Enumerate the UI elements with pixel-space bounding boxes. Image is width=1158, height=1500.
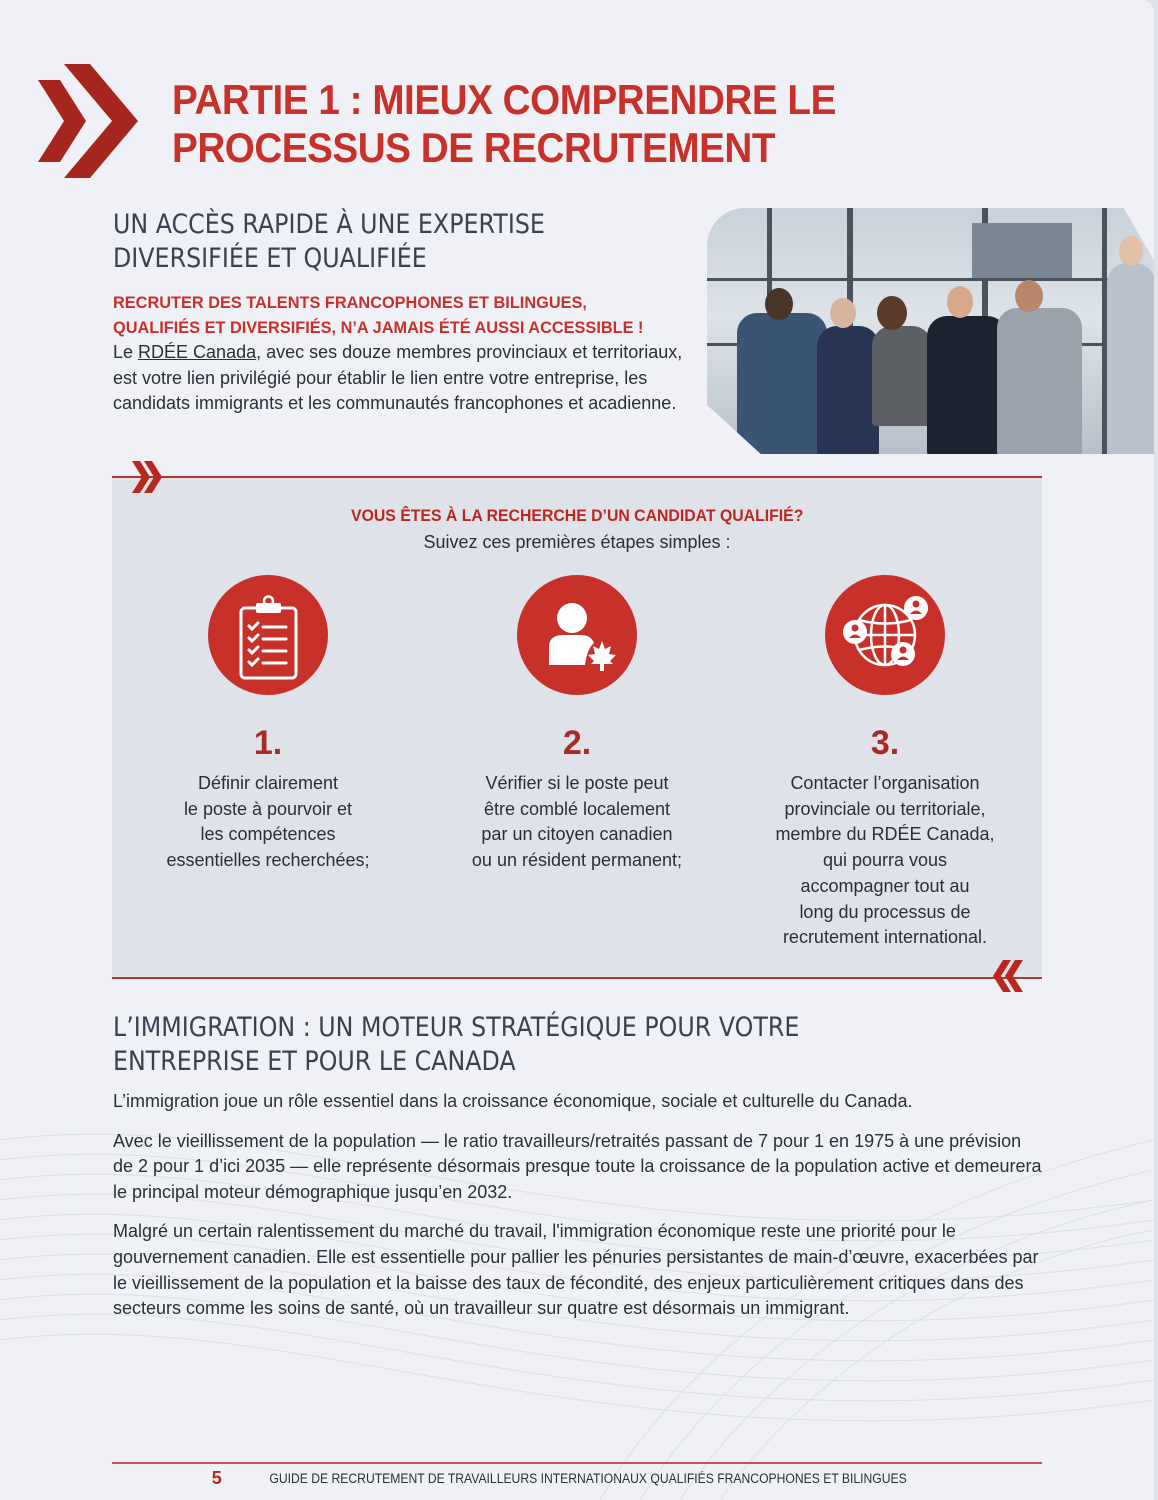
section1-heading-line2: DIVERSIFIÉE ET QUALIFIÉE (113, 243, 427, 274)
footer-divider (112, 1462, 1042, 1464)
section2-heading-line2: ENTREPRISE ET POUR LE CANADA (113, 1046, 516, 1077)
page-title-line2: PROCESSUS DE RECRUTEMENT (172, 124, 775, 171)
section1-highlight (113, 290, 708, 340)
paragraph: Malgré un certain ralentissement du marché du travail, l'immigration économique reste une priorité pour le gouvernement canadien. Elle est essentielle pour pallier les pénuries persistantes de main-d’œuvre, exacerbées par le vieillissement de la population et la baisse des taux de fécondité, des enjeux particulièrement critiques dans des secteurs comme les soins de santé, où un travailleur sur quatre est désormais un immigrant. (113, 1221, 1039, 1319)
step-3 (735, 575, 1035, 951)
step-number: 1. (253, 724, 283, 762)
body-prefix: Le (113, 342, 139, 362)
candidates-photo (707, 208, 1154, 454)
clipboard-checklist-icon (208, 575, 328, 695)
section2-heading (113, 1011, 905, 1079)
step-number: 2. (562, 724, 592, 762)
step-1 (118, 575, 418, 874)
steps-heading-text: VOUS ÊTES À LA RECHERCHE D’UN CANDIDAT QUALIFIÉ? (350, 506, 804, 525)
step-icon-circle (825, 575, 945, 695)
double-chevron-left-icon (985, 958, 1025, 994)
steps-heading (112, 505, 1042, 527)
step-description: Vérifier si le poste peut être comblé localement par un citoyen canadien ou un résident permanent; (471, 773, 683, 871)
step-icon-circle (208, 575, 328, 695)
steps-subheading: Suivez ces premières étapes simples : (423, 532, 731, 552)
step-description: Contacter l’organisation provinciale ou territoriale, membre du RDÉE Canada, qui pourra vous accompagner tout au long du processus de recrutement international. (775, 773, 995, 948)
step-description: Définir clairement le poste à pourvoir et les compétences essentielles recherchées; (166, 773, 370, 871)
section1-heading-line1: UN ACCÈS RAPIDE À UNE EXPERTISE (113, 209, 545, 240)
section1-heading (113, 208, 606, 276)
double-chevron-right-icon (38, 64, 138, 178)
page-footer (112, 1468, 1042, 1489)
section1-body (113, 340, 703, 417)
page-number: 5 (211, 1468, 222, 1488)
person-maple-leaf-icon (517, 575, 637, 695)
panel-bottom-divider (112, 977, 1042, 979)
page-title-line1: PARTIE 1 : MIEUX COMPRENDRE LE (172, 76, 836, 123)
section2-body (113, 1089, 1043, 1336)
footer-title: GUIDE DE RECRUTEMENT DE TRAVAILLEURS INTERNATIONAUX QUALIFIÉS FRANCOPHONES ET BILINGUES (269, 1471, 907, 1486)
section1-highlight-line2: QUALIFIÉS ET DIVERSIFIÉS, N’A JAMAIS ÉTÉ AUSSI ACCESSIBLE ! (113, 318, 644, 337)
section2-heading-line1: L’IMMIGRATION : UN MOTEUR STRATÉGIQUE POUR VOTRE (113, 1012, 800, 1043)
globe-network-people-icon (825, 575, 945, 695)
panel-top-divider (112, 476, 1042, 478)
step-2 (427, 575, 727, 874)
step-icon-circle (517, 575, 637, 695)
paragraph: L’immigration joue un rôle essentiel dans la croissance économique, sociale et culturelle du Canada. (113, 1091, 913, 1111)
paragraph: Avec le vieillissement de la population — le ratio travailleurs/retraités passant de 7 pour 1 en 1975 à une prévision de 2 pour 1 d’ici 2035 — elle représente désormais presque toute la croissance de la population active et demeurera le principal moteur démographique jusqu’en 2032. (113, 1130, 1042, 1202)
body-rest: , avec ses douze membres provinciaux et territoriaux, est votre lien privilégié pour établir le lien entre votre entreprise, les candidats immigrants et les communautés francophones et acadienne. (113, 342, 683, 413)
rdee-canada-link[interactable]: RDÉE Canada (138, 342, 257, 362)
section1-highlight-line1: RECRUTER DES TALENTS FRANCOPHONES ET BILINGUES, (113, 293, 587, 312)
page-title (172, 76, 1000, 172)
double-chevron-right-icon (130, 459, 170, 495)
step-number: 3. (870, 724, 900, 762)
